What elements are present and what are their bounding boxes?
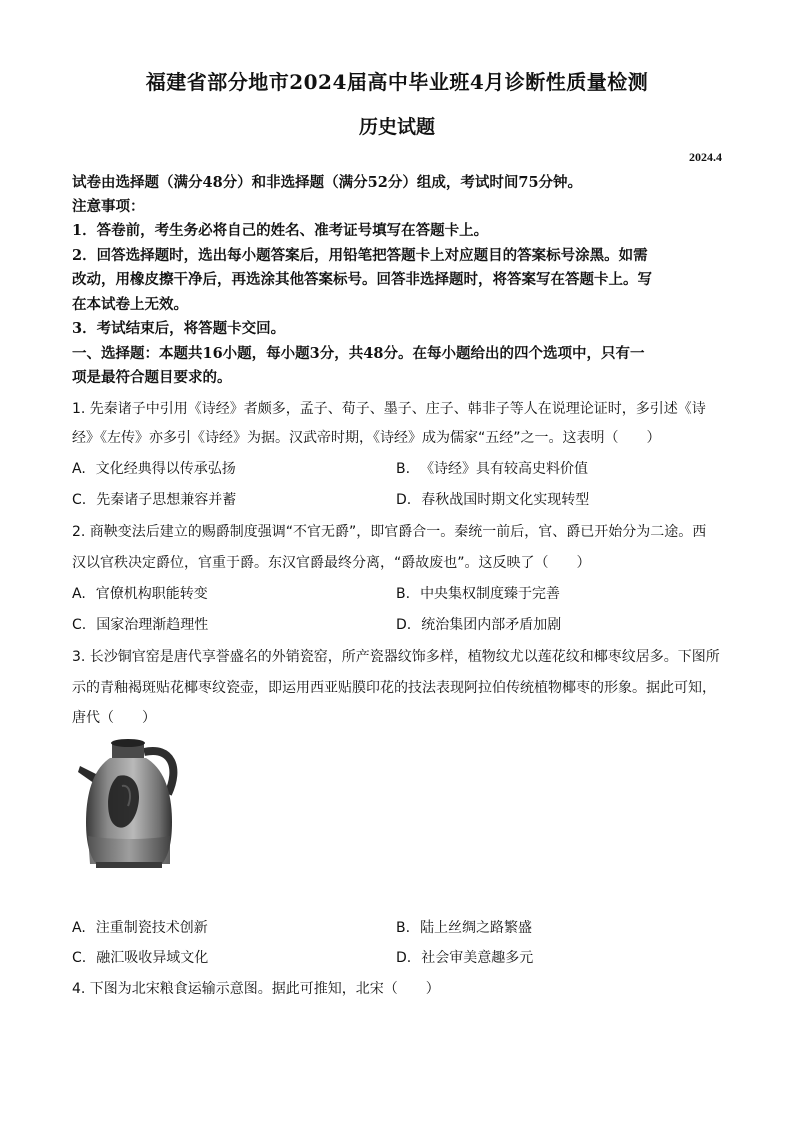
question-1-option-c[interactable]: C. 先秦诸子思想兼容并蓄 [72, 492, 237, 508]
question-1-option-b[interactable]: B. 《诗经》具有较高史料价值 [396, 461, 589, 477]
page-subtitle: 历史试题 [358, 116, 435, 138]
question-2-text: 2. 商鞅变法后建立的赐爵制度强调“不官无爵”，即官爵合一。秦统一前后，官、爵已开始分为二途。西 [72, 524, 707, 540]
question-3-option-d[interactable]: D. 社会审美意趣多元 [396, 950, 534, 966]
question-4-text: 4. 下图为北宋粮食运输示意图。据此可推知，北宋（ ） [72, 981, 440, 997]
question-3-text: 唐代（ ） [72, 710, 156, 726]
page-title: 福建省部分地市2024届高中毕业班4月诊断性质量检测 [145, 70, 649, 94]
question-2-option-a[interactable]: A. 官僚机构职能转变 [72, 586, 208, 602]
question-3-option-b[interactable]: B. 陆上丝绸之路繁盛 [396, 920, 533, 936]
question-3-option-a[interactable]: A. 注重制瓷技术创新 [72, 920, 208, 936]
exam-date: 2024.4 [689, 150, 722, 164]
section-heading: 项是最符合题目要求的。 [72, 369, 232, 386]
question-1-text: 经》《左传》亦多引《诗经》为据。汉武帝时期，《诗经》成为儒家“五经”之一。这表明（ ） [72, 430, 661, 446]
question-3-option-c[interactable]: C. 融汇吸收异域文化 [72, 950, 209, 966]
porcelain-ewer-image [72, 736, 184, 874]
notice-line: 1．答卷前，考生务必将自己的姓名、准考证号填写在答题卡上。 [72, 222, 489, 239]
question-2-text: 汉以官秩决定爵位，官重于爵。东汉官爵最终分离，“爵故废也”。这反映了（ ） [72, 555, 591, 571]
notice-line: 在本试卷上无效。 [72, 296, 188, 313]
question-1-option-d[interactable]: D. 春秋战国时期文化实现转型 [396, 492, 590, 508]
question-1-text: 1. 先秦诸子中引用《诗经》者颇多，孟子、荀子、墨子、庄子、韩非子等人在说理论证时，多引述《诗 [72, 401, 706, 417]
exam-composition: 试卷由选择题（满分48分）和非选择题（满分52分）组成，考试时间75分钟。 [72, 174, 583, 191]
question-2-option-b[interactable]: B. 中央集权制度臻于完善 [396, 586, 561, 602]
question-3-text: 3. 长沙铜官窑是唐代享誉盛名的外销瓷窑，所产瓷器纹饰多样，植物纹尤以莲花纹和椰枣纹居多。下图所 [72, 649, 720, 665]
question-1-option-a[interactable]: A. 文化经典得以传承弘扬 [72, 461, 236, 477]
question-3-text: 示的青釉褐斑贴花椰枣纹瓷壶，即运用西亚贴膜印花的技法表现阿拉伯传统植物椰枣的形象。据此可知， [72, 680, 716, 696]
notice-line: 3．考试结束后，将答题卡交回。 [72, 320, 286, 337]
question-2-option-d[interactable]: D. 统治集团内部矛盾加剧 [396, 617, 562, 633]
notice-line: 2．回答选择题时，选出每小题答案后，用铅笔把答题卡上对应题目的答案标号涂黑。如需 [72, 247, 648, 264]
section-heading: 一、选择题：本题共16小题，每小题3分，共48分。在每小题给出的四个选项中，只有一 [72, 345, 645, 362]
notice-heading: 注意事项： [72, 198, 145, 215]
question-2-option-c[interactable]: C. 国家治理渐趋理性 [72, 617, 209, 633]
porcelain-ewer-icon [72, 736, 184, 874]
notice-line: 改动，用橡皮擦干净后，再选涂其他答案标号。回答非选择题时，将答案写在答题卡上。写 [72, 271, 652, 288]
